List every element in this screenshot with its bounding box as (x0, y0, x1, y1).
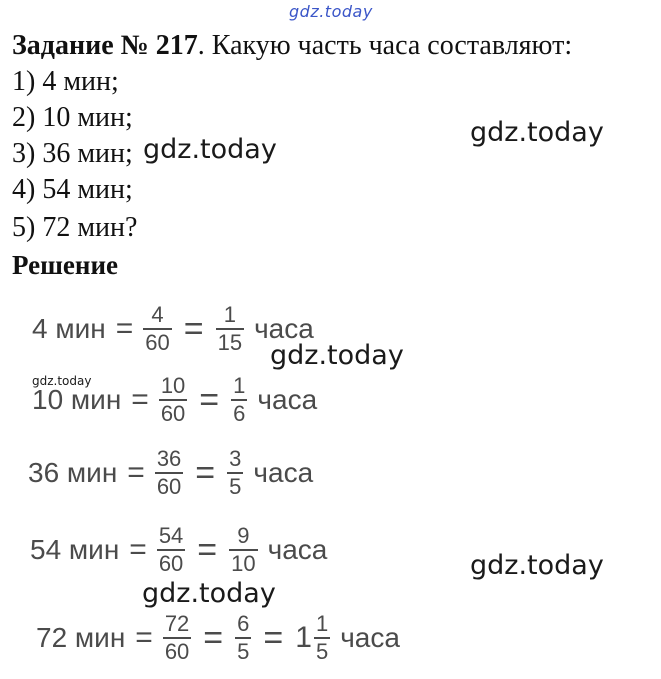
task-heading (12, 28, 572, 64)
eq5-f1-denominator: 60 (164, 639, 190, 664)
eq3-fraction-1 (155, 447, 183, 499)
eq3-fraction-2 (227, 447, 243, 499)
watermark-top: gdz.today (289, 2, 373, 21)
eq4-fraction-1 (157, 524, 185, 576)
watermark-a: gdz.today (143, 134, 277, 165)
eq1-f2-denominator: 15 (217, 330, 243, 355)
eq5-fraction-3 (314, 612, 330, 664)
eq5-word: часа (340, 622, 400, 653)
eq5-lhs: 72 мин (36, 622, 126, 653)
eq3-f1-numerator: 36 (156, 446, 182, 471)
eq3-equals-1: = (127, 456, 145, 489)
eq5-fraction-1 (163, 612, 191, 664)
eq5-fraction-2 (235, 612, 251, 664)
eq5-f3-denominator: 5 (315, 639, 329, 664)
eq1-fraction-2 (216, 303, 244, 355)
eq5-whole-part: 1 (295, 621, 312, 654)
task-question: . Какую часть часа составляют: (197, 30, 573, 61)
eq4-fraction-2 (229, 524, 257, 576)
eq2-f1-numerator: 10 (160, 373, 186, 398)
eq4-lhs: 54 мин (30, 534, 120, 565)
eq2-f1-denominator: 60 (160, 401, 186, 426)
eq1-f1-denominator: 60 (145, 330, 170, 355)
watermark-small: gdz.today (32, 374, 92, 388)
eq2-equals-2: = (199, 380, 220, 419)
eq3-lhs: 36 мин (28, 457, 118, 488)
eq1-word: часа (254, 313, 314, 344)
task-item-4: 4) 54 мин; (12, 174, 133, 205)
eq4-f1-denominator: 60 (158, 551, 184, 576)
eq5-f1-numerator: 72 (164, 611, 190, 636)
eq5-equals-1: = (135, 621, 153, 654)
eq3-f2-numerator: 3 (229, 446, 242, 471)
eq2-word: часа (257, 384, 318, 415)
equation-3 (28, 447, 313, 499)
equation-5 (36, 612, 400, 664)
task-item-2: 2) 10 мин; (12, 102, 133, 133)
eq5-equals-3: = (263, 618, 284, 657)
task-label: Задание № 217 (12, 30, 198, 61)
eq1-equals-1: = (115, 312, 134, 345)
eq5-equals-2: = (203, 618, 224, 657)
watermark-b: gdz.today (470, 117, 604, 148)
watermark-c: gdz.today (270, 340, 404, 371)
eq5-f2-denominator: 5 (237, 639, 250, 664)
eq2-fraction-1 (159, 374, 187, 426)
eq2-f2-numerator: 1 (233, 373, 246, 398)
watermark-e: gdz.today (142, 578, 276, 609)
eq5-f3-numerator: 1 (315, 611, 329, 636)
eq1-f2-numerator: 1 (223, 302, 236, 327)
eq4-f1-numerator: 54 (158, 523, 184, 548)
eq4-equals-1: = (129, 533, 147, 566)
task-item-1: 1) 4 мин; (12, 66, 119, 97)
eq4-f2-denominator: 10 (231, 551, 256, 576)
equation-4 (30, 524, 327, 576)
eq2-lhs: 10 мин (32, 384, 122, 415)
eq4-equals-2: = (197, 530, 218, 569)
eq2-f2-denominator: 6 (233, 401, 246, 426)
eq3-f1-denominator: 60 (156, 474, 182, 499)
watermark-d: gdz.today (470, 550, 604, 581)
eq3-equals-2: = (195, 453, 216, 492)
solution-title: Решение (12, 250, 118, 280)
eq2-equals-1: = (131, 383, 149, 416)
eq1-f1-numerator: 4 (151, 302, 164, 327)
task-item-3: 3) 36 мин; (12, 138, 133, 169)
eq3-f2-denominator: 5 (229, 474, 242, 499)
eq1-equals-2: = (183, 309, 204, 348)
eq2-fraction-2 (231, 374, 247, 426)
eq3-word: часа (253, 457, 314, 488)
eq5-f2-numerator: 6 (237, 611, 250, 636)
eq1-lhs: 4 мин (32, 313, 106, 344)
task-item-5: 5) 72 мин? (12, 212, 138, 243)
eq1-fraction-1 (143, 303, 171, 355)
eq4-word: часа (267, 534, 328, 565)
eq4-f2-numerator: 9 (237, 523, 250, 548)
